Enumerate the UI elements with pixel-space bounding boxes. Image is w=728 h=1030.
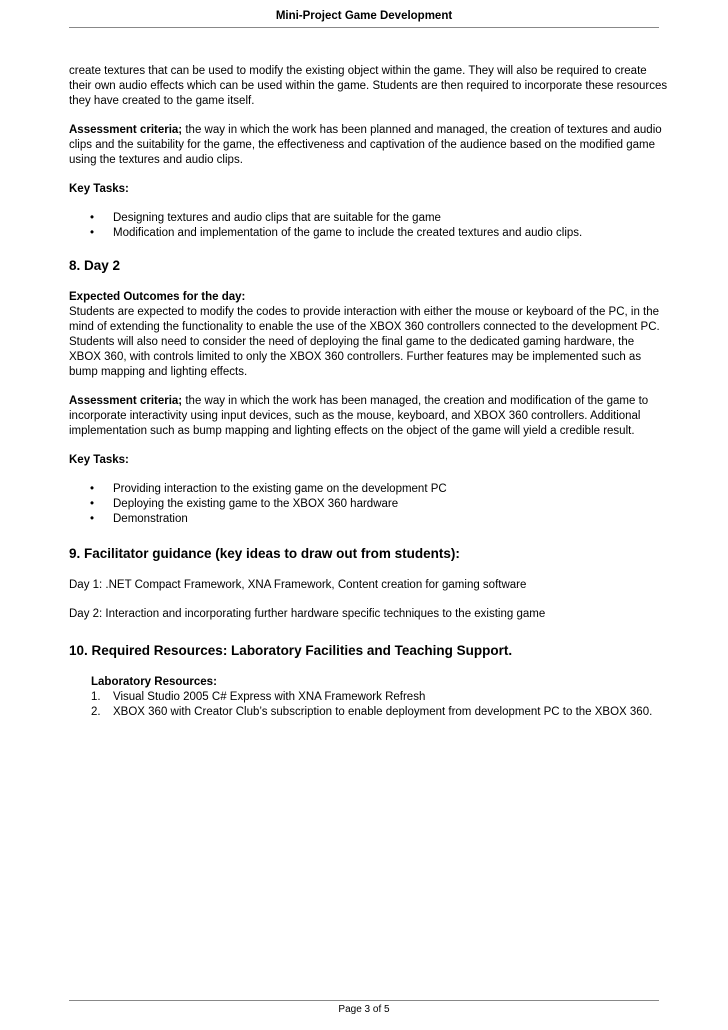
bullet-icon: •: [90, 513, 95, 525]
bullet-icon: •: [90, 498, 95, 510]
key-tasks-label: Key Tasks:: [69, 183, 129, 195]
list-item-text: Demonstration: [113, 513, 188, 525]
list-item: [69, 211, 669, 226]
list-item-text: Modification and implementation of the game to include the created textures and audio clips.: [113, 227, 583, 239]
day1-assessment-paragraph: [69, 123, 669, 168]
list-item-text: Providing interaction to the existing game on the development PC: [113, 483, 447, 495]
list-item: [91, 690, 669, 705]
assessment-text: the way in which the work has been planned and managed, the creation of textures and audio clips and the suitability for the game, the effectiveness and captivation of the audience based on the modified game using the textures and audio clips.: [69, 124, 662, 166]
list-item: [69, 226, 669, 241]
list-item-text: XBOX 360 with Creator Club’s subscription to enable deployment from development PC to the XBOX 360.: [113, 706, 653, 718]
guidance-day1: Day 1: .NET Compact Framework, XNA Framework, Content creation for gaming software: [69, 579, 527, 591]
day2-assessment-paragraph: [69, 394, 669, 439]
list-item: [69, 497, 669, 512]
assessment-label: Assessment criteria;: [69, 395, 183, 407]
expected-outcomes-label: Expected Outcomes for the day:: [69, 291, 246, 303]
assessment-label: Assessment criteria;: [69, 124, 183, 136]
list-number: 1.: [91, 691, 101, 703]
list-item: [91, 705, 669, 720]
laboratory-resources-label: Laboratory Resources:: [91, 676, 217, 688]
list-item-text: Deploying the existing game to the XBOX 360 hardware: [113, 498, 399, 510]
section-heading-required-resources: 10. Required Resources: Laboratory Facilities and Teaching Support.: [69, 643, 513, 658]
intro-paragraph: create textures that can be used to modify the existing object within the game. They will also be required to create their own audio effects which can be used within the game. Students are then required to incorporate these resources they have created to the game itself.: [69, 65, 668, 107]
expected-outcomes-text: Students are expected to modify the codes to provide interaction with either the mouse or keyboard of the PC, in the mind of extending the functionality to enable the use of the XBOX 360 controllers connected to the development PC. Students will also need to consider the need of deploying the final game to the dedicated gaming hardware, the XBOX 360, with controls limited to only the XBOX 360 controllers. Further features may be implemented such as bump mapping and lighting effects.: [69, 306, 660, 378]
header-divider: [69, 27, 659, 28]
section-heading-day2: 8. Day 2: [69, 258, 121, 273]
day2-key-tasks-list: [69, 482, 669, 527]
list-item-text: Designing textures and audio clips that are suitable for the game: [113, 212, 441, 224]
page-number: Page 3 of 5: [338, 1004, 390, 1015]
bullet-icon: •: [90, 227, 95, 239]
document-body: [69, 64, 669, 720]
guidance-day2: Day 2: Interaction and incorporating further hardware specific techniques to the existing game: [69, 608, 546, 620]
list-item: [69, 482, 669, 497]
assessment-text: the way in which the work has been managed, the creation and modification of the game to incorporate interactivity using input devices, such as the mouse, keyboard, and XBOX 360 controllers. Additional implementation such as bump mapping and lighting effects on the object of the game will yield a credible result.: [69, 395, 649, 437]
day1-key-tasks-list: [69, 211, 669, 241]
header-title: Mini-Project Game Development: [275, 10, 453, 22]
key-tasks-label: Key Tasks:: [69, 454, 129, 466]
bullet-icon: •: [90, 483, 95, 495]
list-item: [69, 512, 669, 527]
list-item-text: Visual Studio 2005 C# Express with XNA Framework Refresh: [113, 691, 426, 703]
section-heading-facilitator-guidance: 9. Facilitator guidance (key ideas to draw out from students):: [69, 546, 460, 561]
laboratory-resources-list: [69, 690, 669, 720]
footer-divider: [69, 1000, 659, 1001]
list-number: 2.: [91, 706, 101, 718]
bullet-icon: •: [90, 212, 95, 224]
